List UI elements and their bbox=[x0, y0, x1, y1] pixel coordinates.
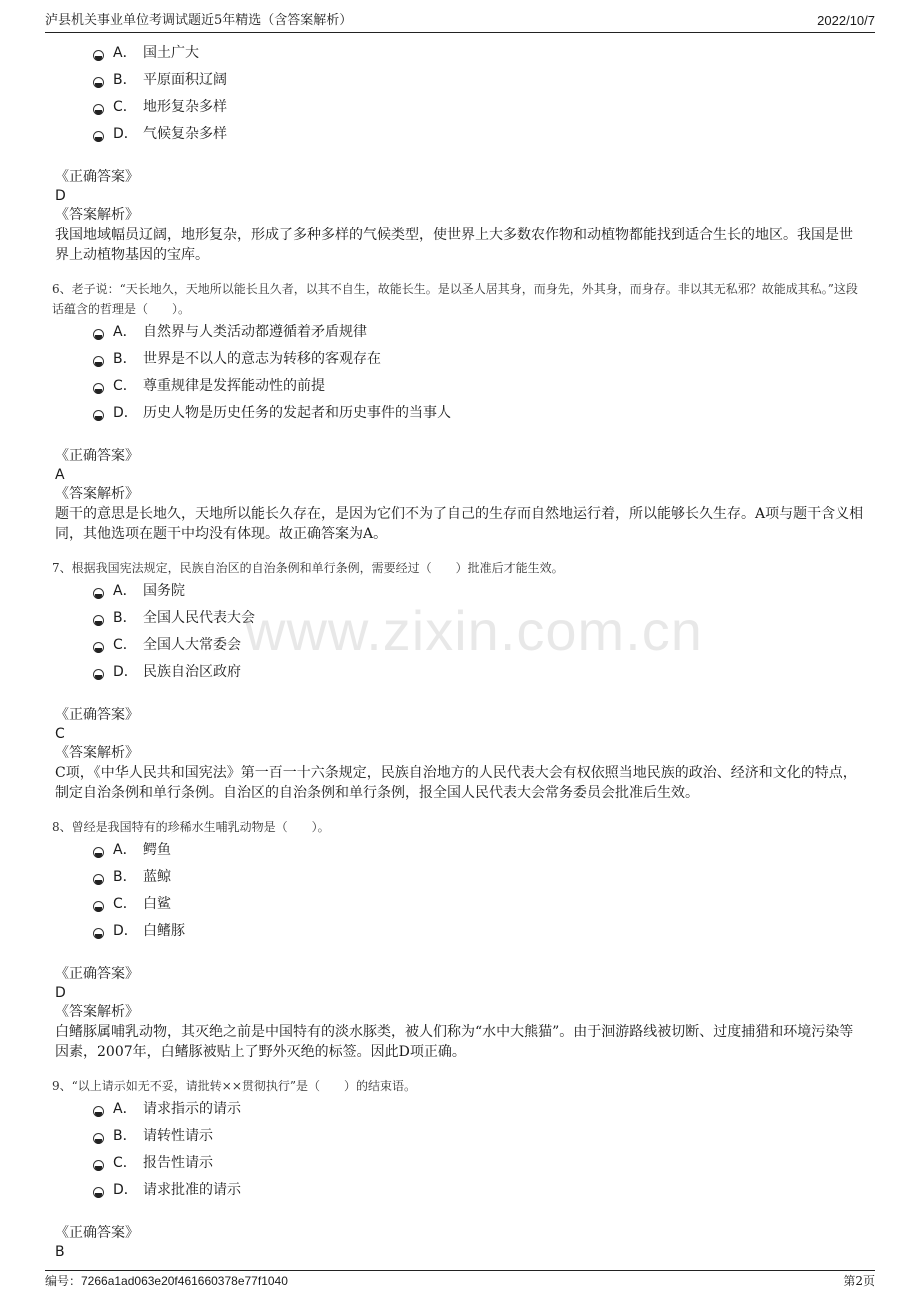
analysis-text: 白鳍豚属哺乳动物，其灭绝之前是中国特有的淡水豚类，被人们称为“水中大熊猫”。由于洄游路线被切断、过度捕猎和环境污染等因素，2007年，白鳍豚被贴上了野外灭绝的标签。因此D项正确。 bbox=[55, 1024, 854, 1060]
answer-label: 《正确答案》 bbox=[55, 169, 139, 185]
answer-label: 《正确答案》 bbox=[55, 448, 139, 464]
option-item[interactable] bbox=[55, 121, 865, 148]
option-letter: A． bbox=[113, 583, 137, 599]
answer-value: C bbox=[55, 726, 65, 742]
option-text: 白鳍豚 bbox=[143, 923, 185, 939]
option-letter: D． bbox=[113, 405, 138, 421]
question-text: 9、“以上请示如无不妥，请批转××贯彻执行”是（ ）的结束语。 bbox=[52, 1079, 417, 1093]
option-item[interactable] bbox=[55, 319, 865, 346]
page-footer bbox=[45, 1270, 875, 1291]
option-letter: C． bbox=[113, 378, 137, 394]
option-item[interactable] bbox=[55, 578, 865, 605]
option-item[interactable] bbox=[55, 891, 865, 918]
radio-icon[interactable] bbox=[93, 329, 104, 340]
analysis-label: 《答案解析》 bbox=[55, 745, 139, 761]
option-text: 请求指示的请示 bbox=[143, 1101, 241, 1117]
radio-icon[interactable] bbox=[93, 615, 104, 626]
question-text: 6、老子说：“天长地久，天地所以能长且久者，以其不自生，故能长生。是以圣人居其身，而身先，外其身，而身存。非以其无私邪？故能成其私。”这段话蕴含的哲理是（ ）。 bbox=[52, 282, 858, 316]
radio-icon[interactable] bbox=[93, 50, 104, 61]
radio-icon[interactable] bbox=[93, 874, 104, 885]
analysis-label: 《答案解析》 bbox=[55, 207, 139, 223]
radio-icon[interactable] bbox=[93, 928, 104, 939]
radio-icon[interactable] bbox=[93, 642, 104, 653]
radio-icon[interactable] bbox=[93, 588, 104, 599]
option-letter: A． bbox=[113, 324, 137, 340]
option-item[interactable] bbox=[55, 67, 865, 94]
question-text: 7、根据我国宪法规定，民族自治区的自治条例和单行条例，需要经过（ ）批准后才能生效。 bbox=[52, 561, 564, 575]
analysis-text: 题干的意思是长地久，天地所以能长久存在，是因为它们不为了自己的生存而自然地运行着，所以能够长久生存。A项与题干含义相同，其他选项在题干中均没有体现。故正确答案为A。 bbox=[55, 506, 864, 542]
option-list bbox=[55, 578, 865, 686]
radio-icon[interactable] bbox=[93, 1106, 104, 1117]
header-date: 2022/10/7 bbox=[817, 13, 875, 28]
option-letter: B． bbox=[113, 610, 137, 626]
option-text: 气候复杂多样 bbox=[143, 126, 227, 142]
option-letter: C． bbox=[113, 637, 137, 653]
document-serial: 编号：7266a1ad063e20f461660378e77f1040 bbox=[45, 1274, 288, 1288]
option-letter: D． bbox=[113, 126, 138, 142]
option-item[interactable] bbox=[55, 373, 865, 400]
option-item[interactable] bbox=[55, 918, 865, 945]
option-letter: D． bbox=[113, 664, 138, 680]
option-text: 全国人民代表大会 bbox=[143, 610, 255, 626]
option-letter: A． bbox=[113, 842, 137, 858]
option-text: 白鲨 bbox=[143, 896, 171, 912]
option-text: 国土广大 bbox=[143, 45, 199, 61]
question-block bbox=[55, 40, 865, 265]
option-text: 鳄鱼 bbox=[143, 842, 171, 858]
watermark: www.zixin.com.cn bbox=[245, 599, 703, 662]
option-item[interactable] bbox=[55, 1123, 865, 1150]
option-letter: B． bbox=[113, 72, 137, 88]
answer-label: 《正确答案》 bbox=[55, 1225, 139, 1241]
radio-icon[interactable] bbox=[93, 669, 104, 680]
option-letter: C． bbox=[113, 896, 137, 912]
document-title: 泸县机关事业单位考调试题近5年精选（含答案解析） bbox=[45, 13, 353, 28]
radio-icon[interactable] bbox=[93, 1133, 104, 1144]
radio-icon[interactable] bbox=[93, 1187, 104, 1198]
option-text: 请求批准的请示 bbox=[143, 1182, 241, 1198]
option-letter: B． bbox=[113, 351, 137, 367]
option-item[interactable] bbox=[55, 659, 865, 686]
option-item[interactable] bbox=[55, 1150, 865, 1177]
option-text: 蓝鲸 bbox=[143, 869, 171, 885]
question-block bbox=[52, 1076, 865, 1262]
option-text: 世界是不以人的意志为转移的客观存在 bbox=[143, 351, 381, 367]
analysis-text: C项，《中华人民共和国宪法》第一百一十六条规定，民族自治地方的人民代表大会有权依照当地民族的政治、经济和文化的特点，制定自治条例和单行条例。自治区的自治条例和单行条例，报全国人民代表大会常务委员会批准后生效。 bbox=[55, 765, 857, 801]
answer-label: 《正确答案》 bbox=[55, 966, 139, 982]
option-item[interactable] bbox=[55, 1177, 865, 1204]
option-letter: D． bbox=[113, 923, 138, 939]
answer-value: D bbox=[55, 985, 66, 1001]
option-letter: B． bbox=[113, 869, 137, 885]
analysis-label: 《答案解析》 bbox=[55, 486, 139, 502]
option-item[interactable] bbox=[55, 605, 865, 632]
radio-icon[interactable] bbox=[93, 77, 104, 88]
option-list bbox=[55, 1096, 865, 1204]
option-text: 请转性请示 bbox=[143, 1128, 213, 1144]
option-letter: A． bbox=[113, 45, 137, 61]
analysis-text: 我国地域幅员辽阔，地形复杂，形成了多种多样的气候类型，使世界上大多数农作物和动植物都能找到适合生长的地区。我国是世界上动植物基因的宝库。 bbox=[55, 227, 853, 263]
option-text: 全国人大常委会 bbox=[143, 637, 241, 653]
radio-icon[interactable] bbox=[93, 847, 104, 858]
radio-icon[interactable] bbox=[93, 901, 104, 912]
radio-icon[interactable] bbox=[93, 104, 104, 115]
option-letter: D． bbox=[113, 1182, 138, 1198]
option-text: 国务院 bbox=[143, 583, 185, 599]
question-block bbox=[52, 558, 865, 803]
option-item[interactable] bbox=[55, 632, 865, 659]
page-header bbox=[45, 10, 875, 33]
option-letter: B． bbox=[113, 1128, 137, 1144]
radio-icon[interactable] bbox=[93, 1160, 104, 1171]
answer-label: 《正确答案》 bbox=[55, 707, 139, 723]
radio-icon[interactable] bbox=[93, 131, 104, 142]
answer-value: A bbox=[55, 467, 65, 483]
analysis-label: 《答案解析》 bbox=[55, 1004, 139, 1020]
option-item[interactable] bbox=[55, 94, 865, 121]
radio-icon[interactable] bbox=[93, 410, 104, 421]
option-text: 自然界与人类活动都遵循着矛盾规律 bbox=[143, 324, 367, 340]
option-letter: C． bbox=[113, 1155, 137, 1171]
option-text: 地形复杂多样 bbox=[143, 99, 227, 115]
option-letter: C． bbox=[113, 99, 137, 115]
radio-icon[interactable] bbox=[93, 383, 104, 394]
question-text: 8、曾经是我国特有的珍稀水生哺乳动物是（ ）。 bbox=[52, 820, 330, 834]
option-item[interactable] bbox=[55, 400, 865, 427]
radio-icon[interactable] bbox=[93, 356, 104, 367]
answer-value: D bbox=[55, 188, 66, 204]
page-number: 第2页 bbox=[843, 1274, 875, 1288]
answer-value: B bbox=[55, 1244, 65, 1260]
option-letter: A． bbox=[113, 1101, 137, 1117]
option-text: 报告性请示 bbox=[143, 1155, 213, 1171]
option-item[interactable] bbox=[55, 837, 865, 864]
option-list bbox=[55, 40, 865, 148]
option-item[interactable] bbox=[55, 1096, 865, 1123]
option-list bbox=[55, 837, 865, 945]
option-item[interactable] bbox=[55, 40, 865, 67]
option-item[interactable] bbox=[55, 346, 865, 373]
option-text: 历史人物是历史任务的发起者和历史事件的当事人 bbox=[143, 405, 451, 421]
question-block bbox=[52, 279, 865, 544]
option-text: 尊重规律是发挥能动性的前提 bbox=[143, 378, 325, 394]
option-list bbox=[55, 319, 865, 427]
option-item[interactable] bbox=[55, 864, 865, 891]
option-text: 民族自治区政府 bbox=[143, 664, 241, 680]
question-list bbox=[52, 40, 865, 1262]
option-text: 平原面积辽阔 bbox=[143, 72, 227, 88]
question-block bbox=[52, 817, 865, 1062]
